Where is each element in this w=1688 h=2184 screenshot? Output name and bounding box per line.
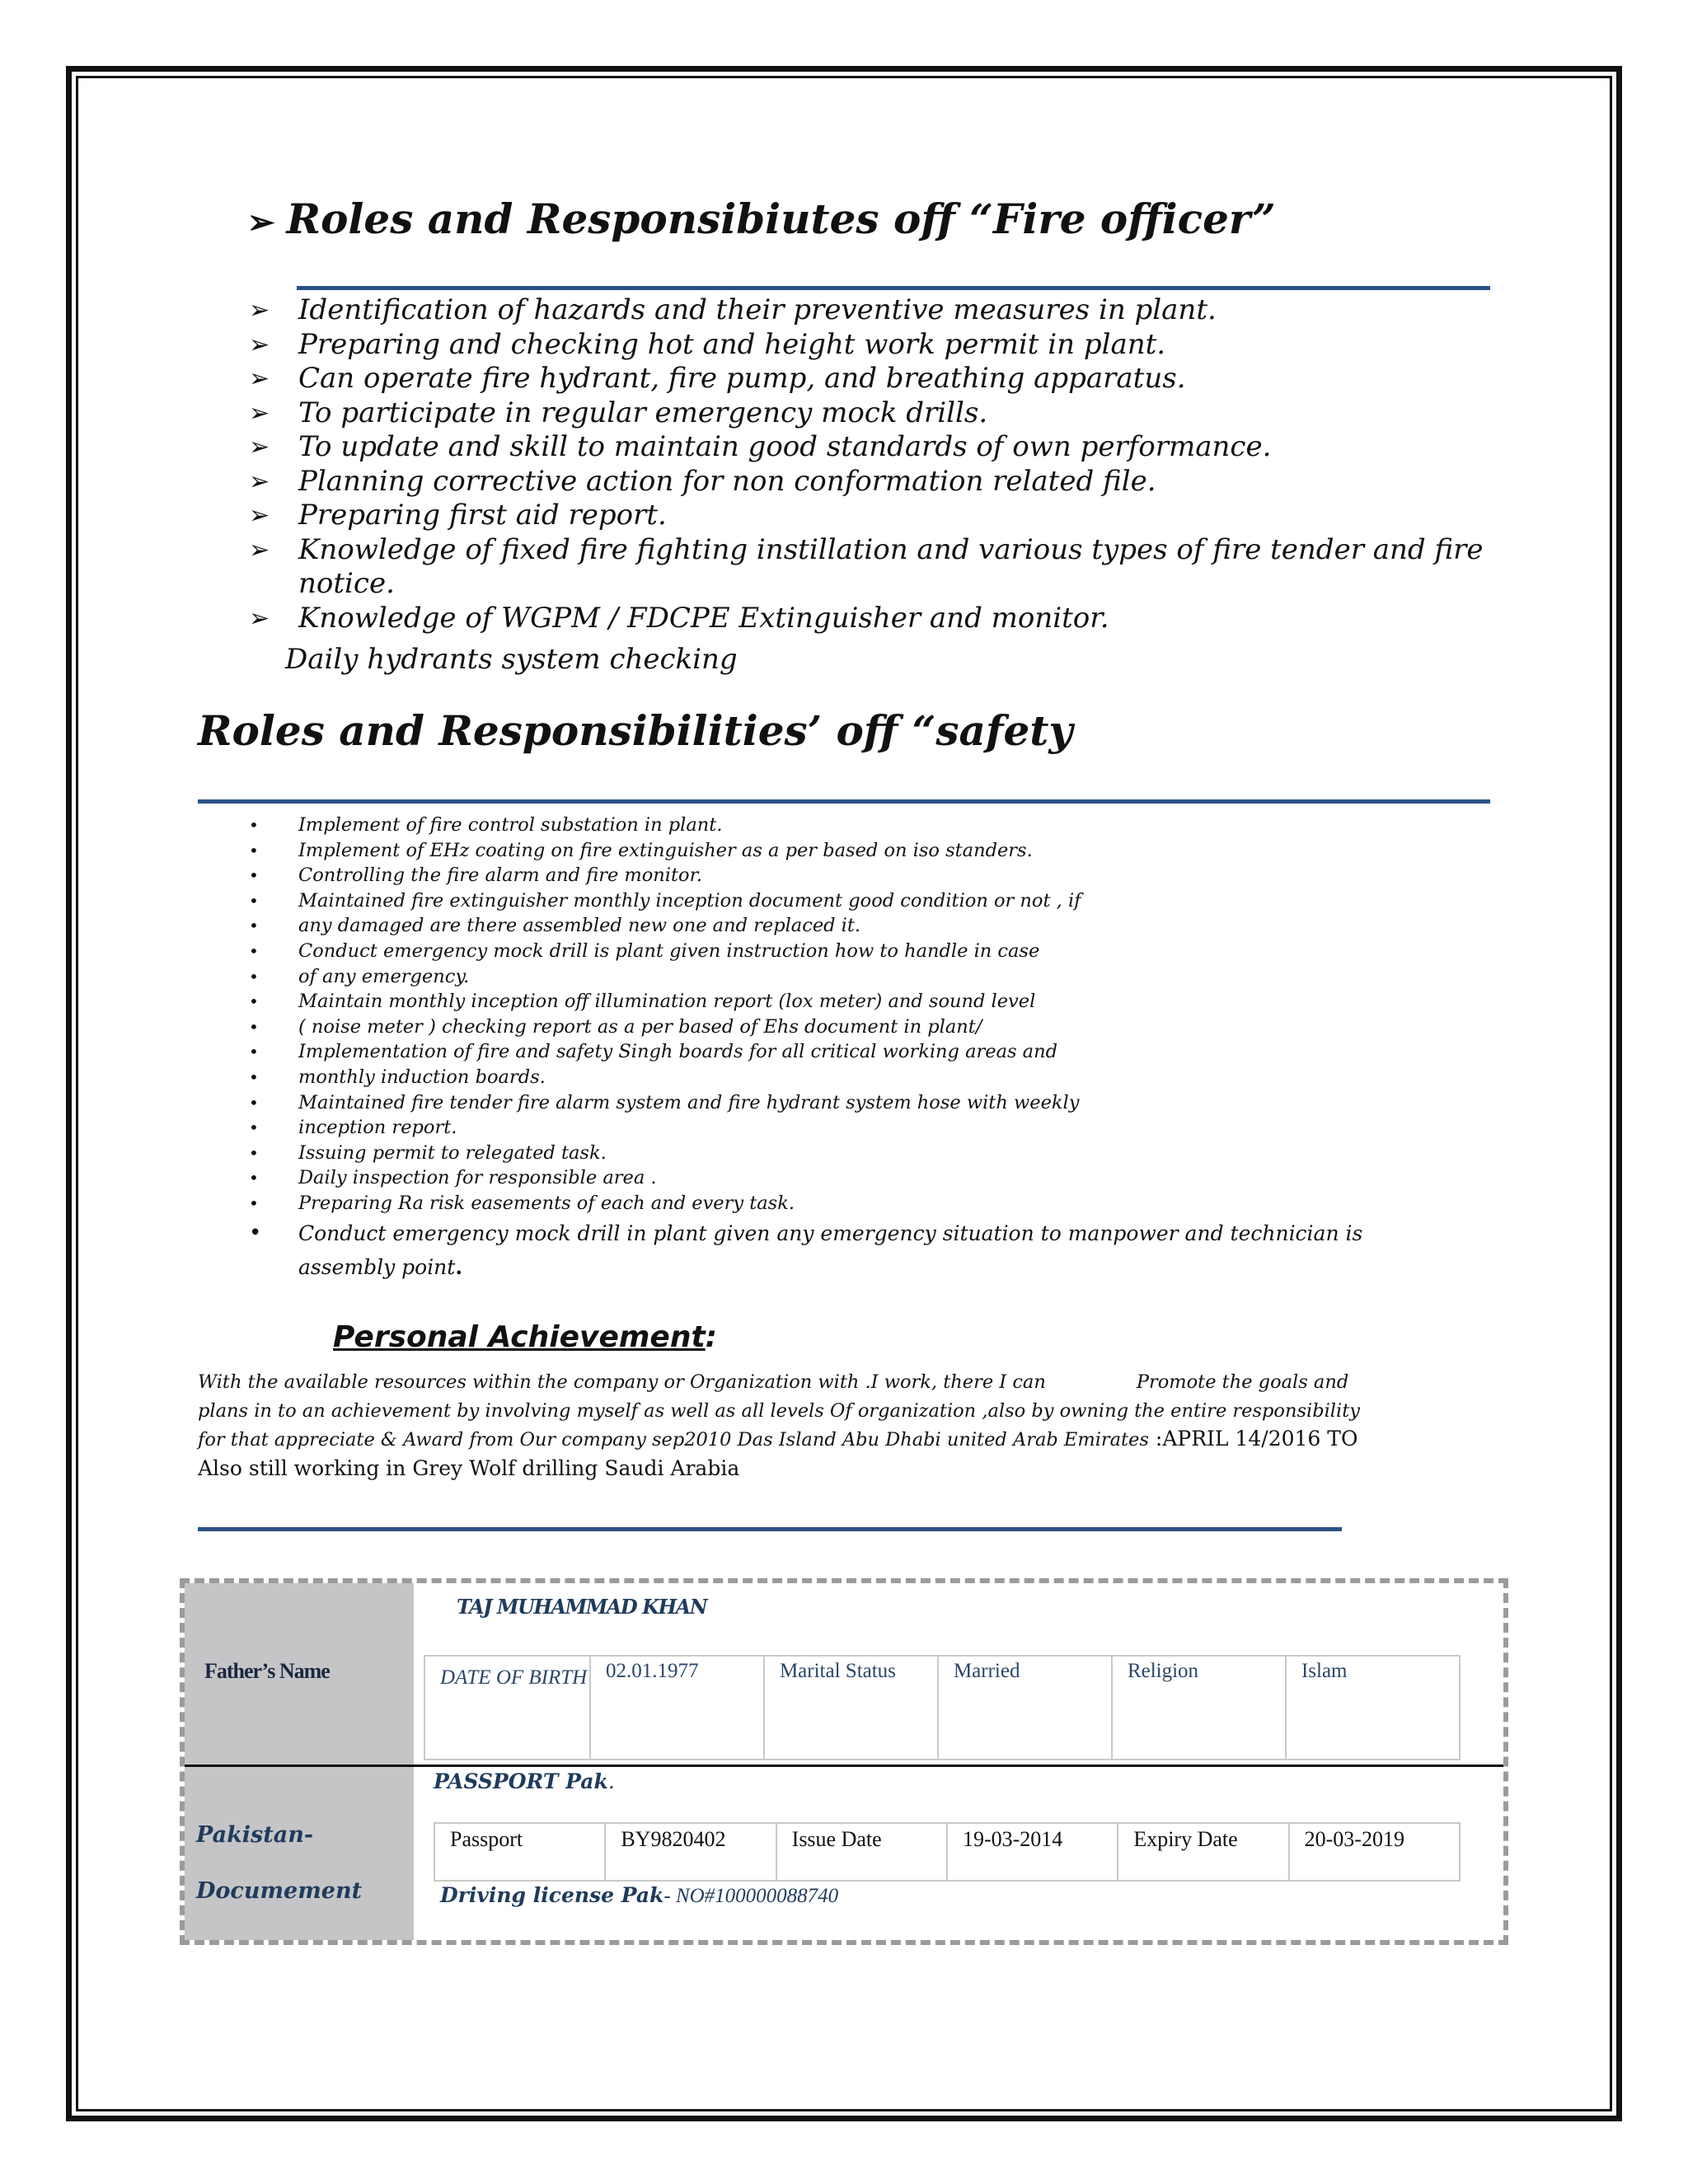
fire-trailing-line: Daily hydrants system checking [285, 643, 738, 676]
bullet-dot-icon: • [249, 1016, 259, 1037]
religion-value: Islam [1286, 1656, 1460, 1760]
safety-section-rule [198, 799, 1490, 804]
bullet-dot-icon: • [249, 1066, 259, 1087]
list-item: • Conduct emergency mock drill is plant given instruction how to handle in case [247, 939, 1401, 964]
birth-details-grid [424, 1655, 1461, 1760]
safety-duties-list [247, 813, 1401, 1216]
bullet-dot-icon: • [249, 916, 259, 936]
bullet-dot-icon: • [249, 1193, 259, 1213]
bullet-dot-icon: • [249, 1092, 259, 1113]
achievement-rule [198, 1527, 1342, 1531]
bullet-dot-icon: • [249, 966, 259, 987]
list-item: ➢ To update and skill to maintain good standards of own performance. [249, 430, 1272, 463]
list-item: ➢ Planning corrective action for non conformation related file. [249, 464, 1156, 498]
fathers-name-value: TAJ MUHAMMAD KHAN [457, 1595, 707, 1619]
expiry-date-value: 20-03-2019 [1289, 1823, 1460, 1881]
list-item: • inception report. [247, 1115, 1401, 1141]
list-item: ➢ Preparing first aid report. [249, 499, 667, 532]
list-item: • monthly induction boards. [247, 1065, 1401, 1090]
fathers-name-label: Father’s Name [204, 1659, 330, 1683]
list-item: ➢ Preparing and checking hot and height work permit in plant. [249, 327, 1166, 361]
issue-date-label: Issue Date [776, 1823, 947, 1881]
list-item: ➢ Identification of hazards and their preventive measures in plant. [249, 293, 1217, 326]
arrow-bullet-icon: ➢ [249, 296, 270, 325]
bullet-dot-icon: • [249, 815, 259, 835]
list-item: • Daily inspection for responsible area . [247, 1165, 1401, 1191]
bullet-dot-icon: • [249, 1221, 262, 1245]
passport-details-grid [434, 1822, 1461, 1882]
personal-info-table [180, 1578, 1508, 1945]
list-item: • ( noise meter ) checking report as a per based of Ehs document in plant/ [247, 1015, 1401, 1040]
passport-value: BY9820402 [605, 1823, 776, 1881]
list-item: • Issuing permit to relegated task. [247, 1141, 1401, 1166]
bullet-dot-icon: • [249, 940, 259, 961]
fire-section-title: Roles and Responsibiutes off “Fire officer” [286, 194, 1276, 243]
arrow-bullet-icon: ➢ [249, 466, 270, 496]
list-item: ➢ Knowledge of WGPM / FDCPE Extinguisher and monitor. [249, 601, 1109, 635]
info-row-divider [185, 1765, 1503, 1767]
achievement-title: Personal Achievement [333, 1320, 706, 1354]
expiry-date-label: Expiry Date [1118, 1823, 1288, 1881]
list-item: • Maintained fire extinguisher monthly inception document good condition or not , if [247, 888, 1401, 914]
list-item: ➢ Can operate fire hydrant, fire pump, and breathing apparatus. [249, 362, 1186, 395]
arrow-bullet-icon: ➢ [249, 501, 270, 530]
list-item: • Preparing Ra risk easements of each and every task. [247, 1191, 1401, 1216]
marital-status-label: Marital Status [764, 1656, 938, 1760]
arrow-bullet-icon: ➢ [249, 398, 270, 428]
arrow-bullet-icon: ➢ [249, 364, 270, 393]
list-item: • Controlling the fire alarm and fire monitor. [247, 863, 1401, 888]
bullet-dot-icon: • [249, 1168, 259, 1188]
achievement-text: With the available resources within the company or Organization with .I work, there I can Promote the goals and plans in to an achievement by involving myself as well as all levels Of organization ,also by owning the entire responsibility for that appreciate & Award from Our company sep2010 Das Island Abu Dhabi united Arab Emirates :APRIL 14/2016 TO Also still working in Grey Wolf drilling Saudi Arabia [198, 1371, 1360, 1480]
bullet-dot-icon: • [249, 840, 259, 860]
arrow-bullet-icon: ➢ [247, 203, 275, 241]
fire-section-rule [297, 286, 1490, 290]
list-item: • Maintain monthly inception off illumination report (lox meter) and sound level [247, 989, 1401, 1015]
list-item: • Implement of fire control substation in plant. [247, 813, 1401, 838]
list-item: • Conduct emergency mock drill in plant given any emergency situation to manpower and technician is assembly point. [247, 1216, 1401, 1284]
list-item: ➢ Knowledge of fixed fire fighting instillation and various types of fire tender and fire notice. [249, 532, 1484, 600]
fire-duties-list [247, 293, 1484, 635]
info-label-panel-bottom [185, 1767, 414, 1940]
marital-status-value: Married [938, 1656, 1112, 1760]
bullet-dot-icon: • [249, 1142, 259, 1163]
list-item: • any damaged are there assembled new one and replaced it. [247, 913, 1401, 939]
passport-header: PASSPORT Pak. [434, 1769, 615, 1793]
doc-label-line2: Documement [196, 1878, 363, 1904]
bullet-dot-icon: • [249, 991, 259, 1012]
bullet-dot-icon: • [249, 890, 259, 911]
list-item: • of any emergency. [247, 964, 1401, 990]
list-item: • Implement of EHz coating on fire extinguisher as a per based on iso standers. [247, 838, 1401, 864]
driving-license: Driving license Pak- NO#100000088740 [440, 1883, 839, 1907]
arrow-bullet-icon: ➢ [249, 603, 270, 633]
issue-date-value: 19-03-2014 [947, 1823, 1118, 1881]
bullet-dot-icon: • [249, 865, 259, 886]
bullet-dot-icon: • [249, 1118, 259, 1138]
list-item: • Maintained fire tender fire alarm system and fire hydrant system hose with weekly [247, 1090, 1401, 1116]
achievement-heading: Personal Achievement: [333, 1320, 718, 1354]
arrow-bullet-icon: ➢ [249, 330, 270, 359]
safety-section-title: Roles and Responsibilities’ off “safety [198, 706, 1073, 755]
religion-label: Religion [1112, 1656, 1286, 1760]
list-item: • Implementation of fire and safety Singh boards for all critical working areas and [247, 1039, 1401, 1065]
dob-label: DATE OF BIRTH [424, 1656, 590, 1760]
arrow-bullet-icon: ➢ [249, 433, 270, 462]
list-item: ➢ To participate in regular emergency mock drills. [249, 396, 988, 429]
dob-value: 02.01.1977 [590, 1656, 764, 1760]
passport-label: Passport [434, 1823, 605, 1881]
fire-section-heading [247, 194, 1276, 243]
arrow-bullet-icon: ➢ [249, 535, 270, 565]
bullet-dot-icon: • [249, 1042, 259, 1062]
doc-label-line1: Pakistan- [196, 1822, 314, 1848]
